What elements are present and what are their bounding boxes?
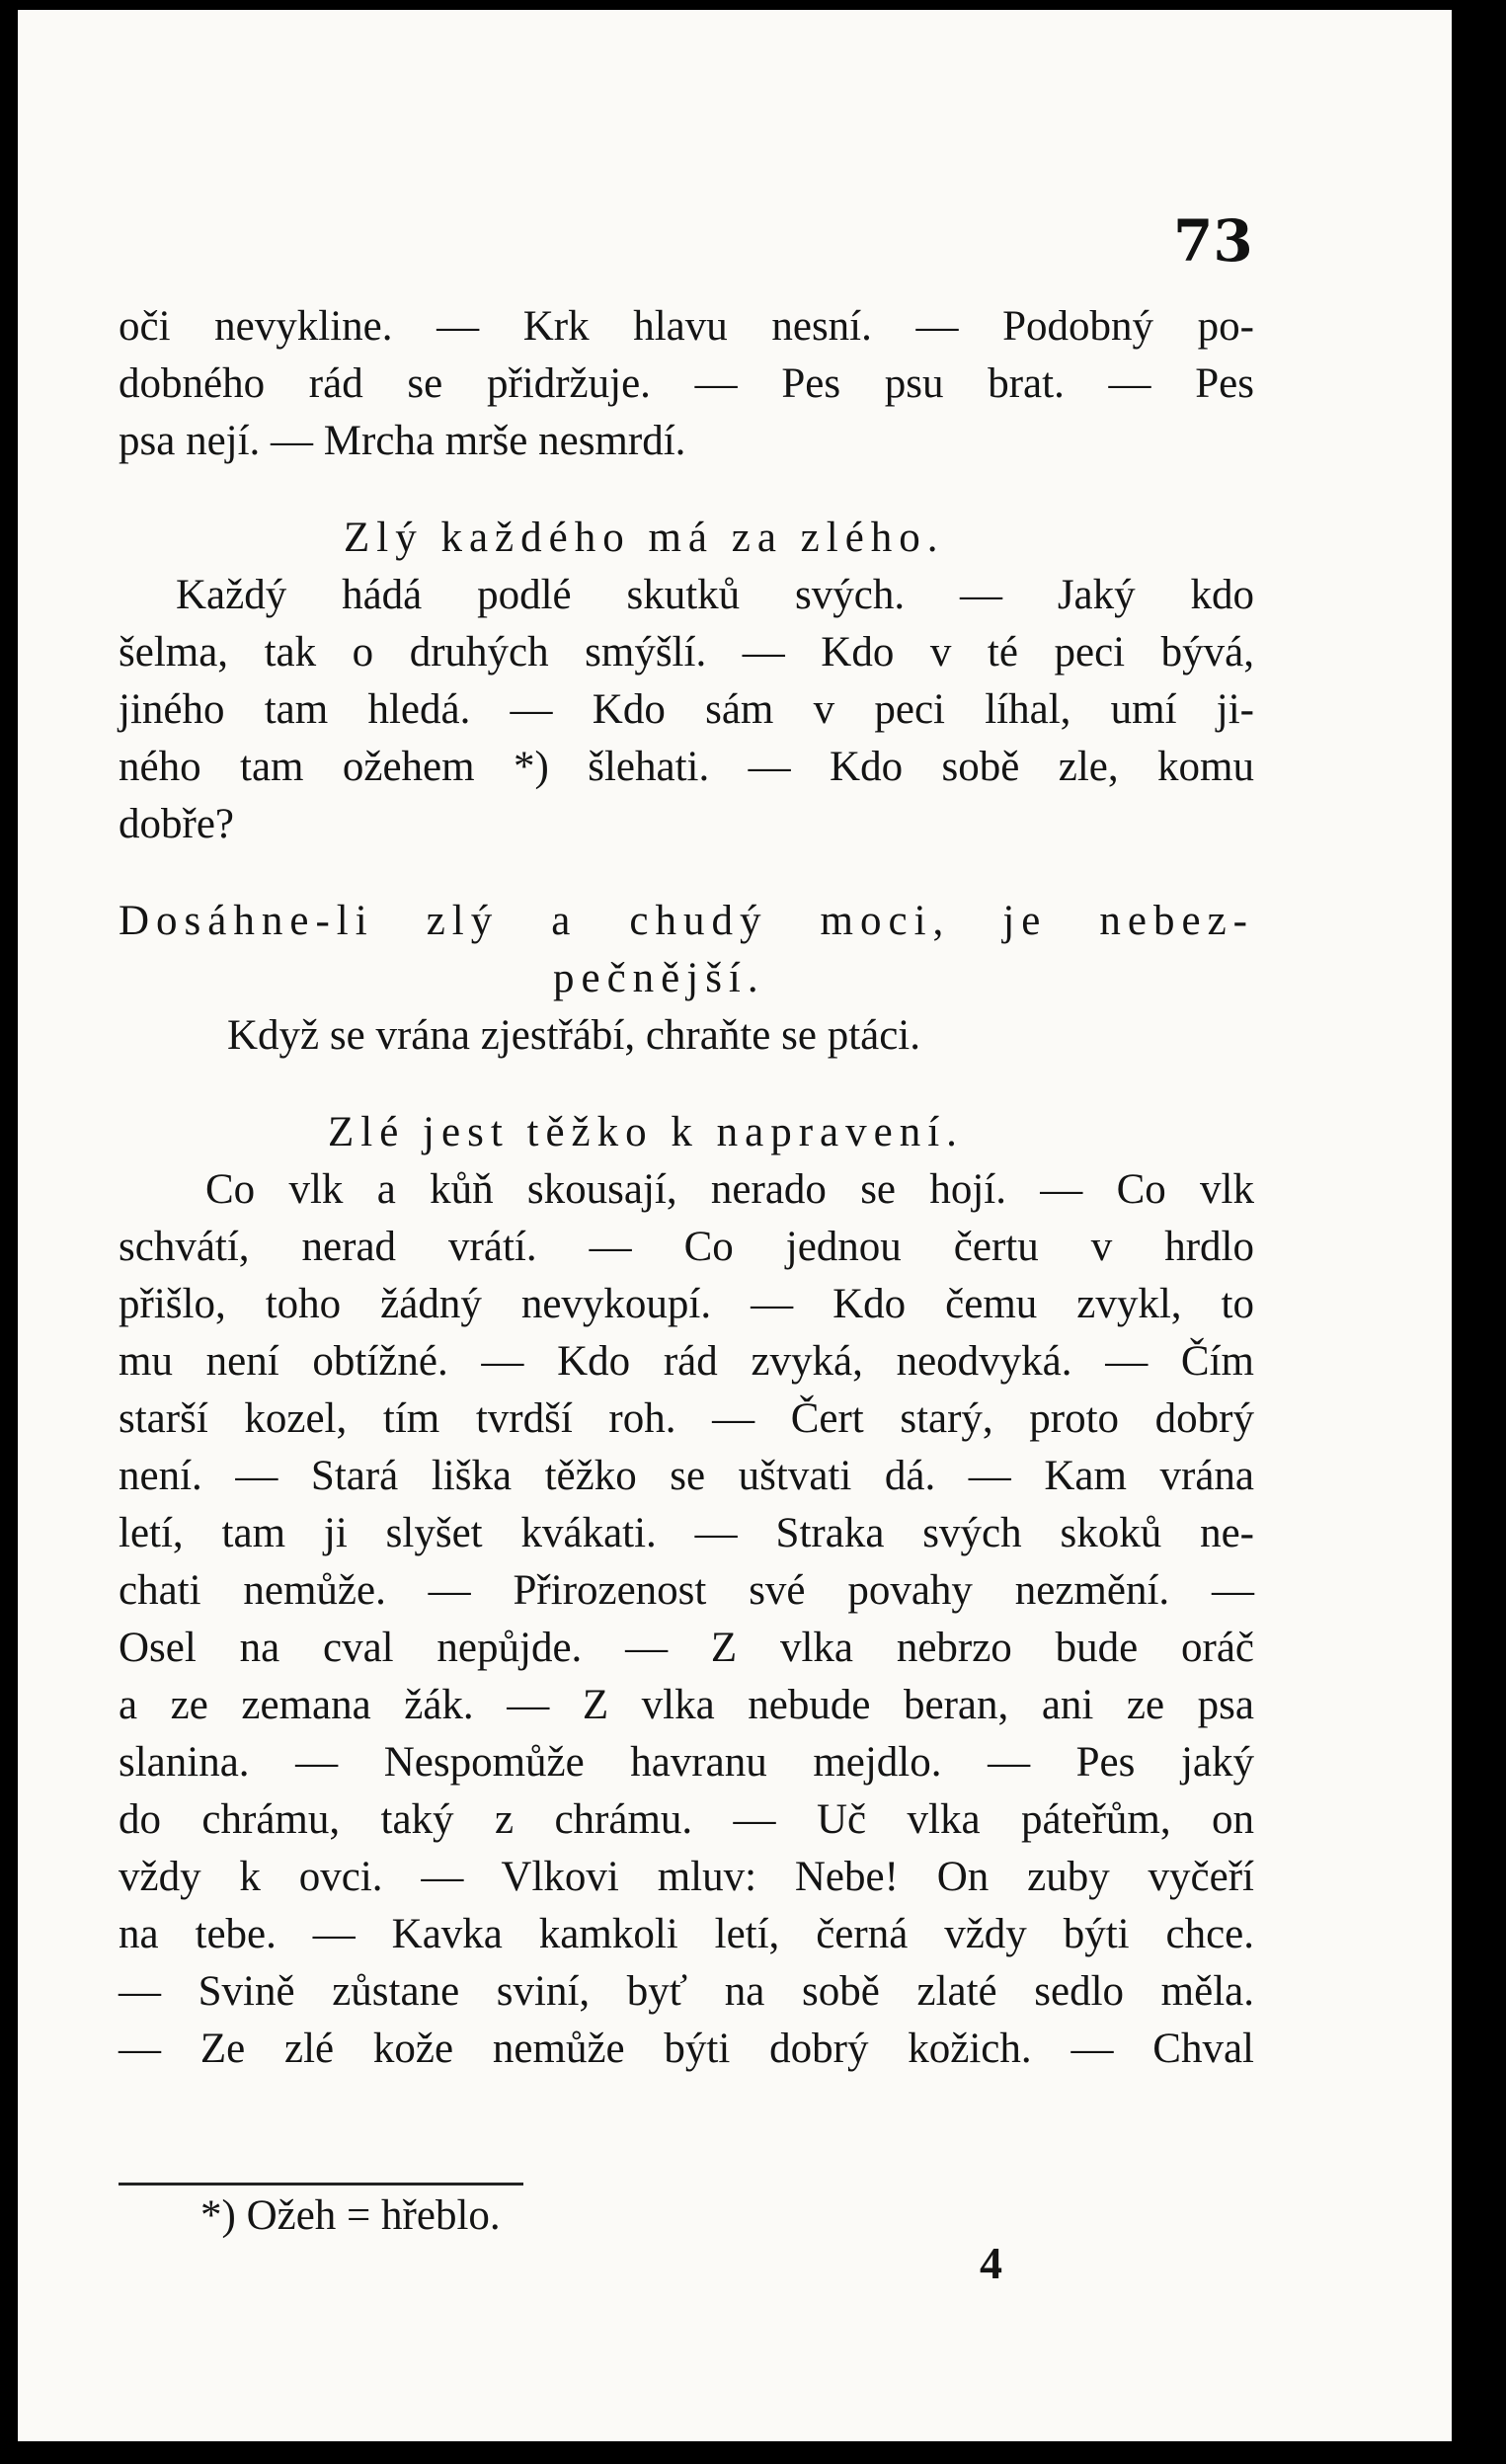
text-line: oči nevykline. — Krk hlavu nesní. — Podobný po- xyxy=(119,303,1254,350)
text-line: psa nejí. — Mrcha mrše nesmrdí. xyxy=(119,418,686,464)
book-page xyxy=(18,10,1452,2441)
text-line: chati nemůže. — Přirozenost své povahy nezmění. — xyxy=(119,1567,1254,1614)
page-text xyxy=(119,298,1254,2078)
text-line: jiného tam hledá. — Kdo sám v peci líhal, umí ji- xyxy=(119,686,1254,733)
signature-mark: 4 xyxy=(980,2238,1002,2288)
footnote-rule xyxy=(119,2183,523,2186)
text-line: — Ze zlé kože nemůže býti dobrý kožich. — Chval xyxy=(119,2026,1254,2072)
text-line: na tebe. — Kavka kamkoli letí, černá vždy býti chce. xyxy=(119,1911,1254,1957)
text-line: vždy k ovci. — Vlkovi mluv: Nebe! On zuby vyčeří xyxy=(119,1854,1254,1900)
text-line: slanina. — Nespomůže havranu mejdlo. — Pes jaký xyxy=(119,1739,1254,1786)
text-line: Když se vrána zjestřábí, chraňte se ptáci. xyxy=(227,1012,921,1059)
section-heading: Dosáhne-li zlý a chudý moci, je nebez- xyxy=(119,898,1254,944)
text-line: Osel na cval nepůjde. — Z vlka nebrzo bude oráč xyxy=(119,1625,1254,1671)
text-line: dobře? xyxy=(119,801,234,847)
text-line: šelma, tak o druhých smýšlí. — Kdo v té peci bývá, xyxy=(119,629,1254,676)
section-heading: Zlé jest těžko k napravení. xyxy=(328,1109,964,1155)
text-line: letí, tam ji slyšet kvákati. — Straka svých skoků ne- xyxy=(119,1510,1254,1556)
text-line: mu není obtížné. — Kdo rád zvyká, neodvyká. — Čím xyxy=(119,1338,1254,1385)
text-line: — Svině zůstane sviní, byť na sobě zlaté sedlo měla. xyxy=(119,1968,1254,2015)
text-line: Každý hádá podlé skutků svých. — Jaký kdo xyxy=(176,572,1254,618)
section-heading: pečnější. xyxy=(553,955,765,1001)
text-line: a ze zemana žák. — Z vlka nebude beran, ani ze psa xyxy=(119,1682,1254,1728)
text-line: není. — Stará liška těžko se uštvati dá. — Kam vrána xyxy=(119,1453,1254,1499)
text-line: ného tam ožehem *) šlehati. — Kdo sobě zle, komu xyxy=(119,744,1254,790)
text-line: do chrámu, taký z chrámu. — Uč vlka páteřům, on xyxy=(119,1796,1254,1843)
text-line: schvátí, nerad vrátí. — Co jednou čertu v hrdlo xyxy=(119,1224,1254,1270)
text-line: přišlo, toho žádný nevykoupí. — Kdo čemu zvykl, to xyxy=(119,1281,1254,1327)
page-number: 73 xyxy=(1173,207,1253,275)
footnote: *) Ožeh = hřeblo. xyxy=(200,2192,501,2239)
text-line: Co vlk a kůň skousají, nerado se hojí. — Co vlk xyxy=(205,1166,1254,1213)
section-heading: Zlý každého má za zlého. xyxy=(344,515,945,561)
text-line: starší kozel, tím tvrdší roh. — Čert starý, proto dobrý xyxy=(119,1395,1254,1442)
text-line: dobného rád se přidržuje. — Pes psu brat. — Pes xyxy=(119,360,1254,407)
